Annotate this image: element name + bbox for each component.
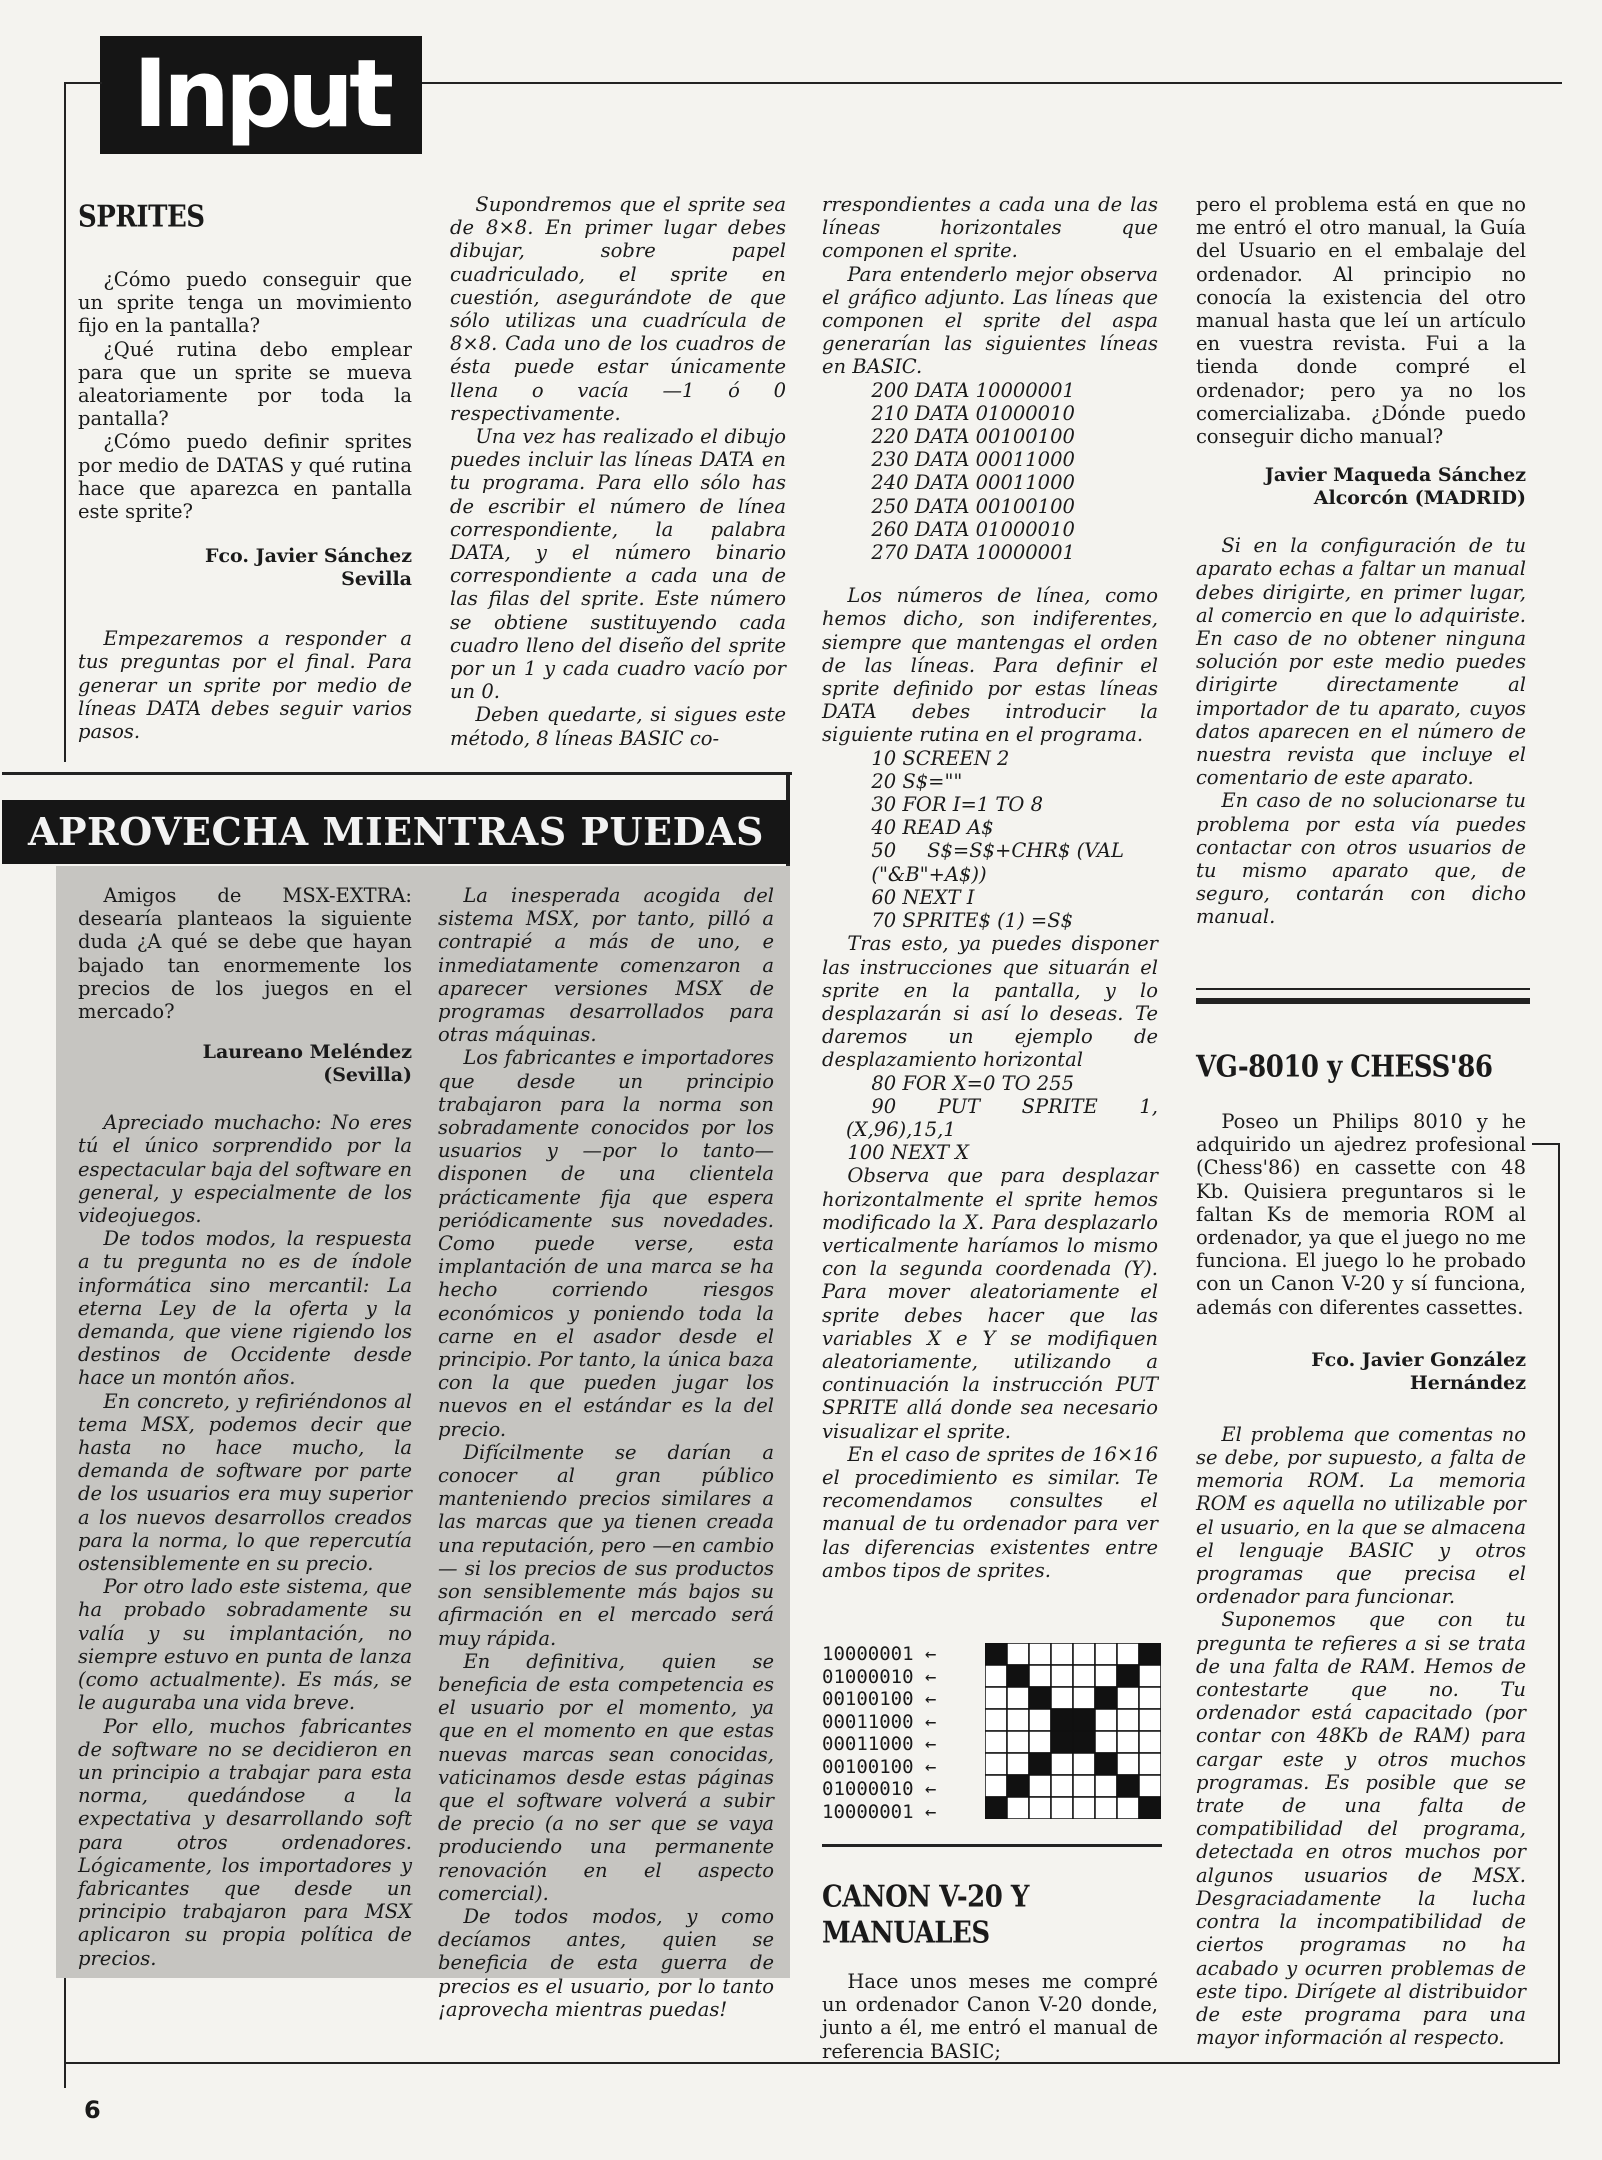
vg-col4 — [1196, 1050, 1526, 2049]
sprite-cell-empty — [1007, 1753, 1029, 1775]
aprovecha-answer-col1 — [78, 1111, 412, 1970]
arrow-left-icon: ← — [924, 1688, 937, 1710]
sprite-cell-empty — [1139, 1687, 1161, 1709]
sprite-cell-empty — [1095, 1797, 1117, 1819]
sprite-cell-empty — [1073, 1797, 1095, 1819]
sprite-cell-empty — [1139, 1753, 1161, 1775]
sprite-cell-empty — [1117, 1709, 1139, 1731]
left-frame-rule-bottom — [64, 1978, 66, 2088]
canon-signature-name: Javier Maqueda Sánchez — [1264, 464, 1526, 487]
sprite-cell-empty — [1139, 1665, 1161, 1687]
sprite-cell-empty — [1029, 1665, 1051, 1687]
sprites-answer-p2: Supondremos que el sprite sea de 8×8. En primer lugar debes dibujar, sobre papel cuadriculado, el sprite en cuestión, asegurándote de que sólo utilizas una cuadrícula de 8×8. Cada uno de los cuadros de ésta puede estar únicamente llena o vacía —1 ó 0 respectivamente. — [450, 193, 786, 425]
sprites-signature-city: Sevilla — [341, 568, 412, 591]
sprite-cell-empty — [1139, 1775, 1161, 1797]
vg-signature-name: Fco. Javier González — [1311, 1348, 1526, 1371]
aprovecha-answer-p2: De todos modos, la respuesta a tu pregunta no es de índole informática sino mercantil: La eterna Ley de la oferta y la demanda, que viene rigiendo los destinos de Occidente desde hace un montón años. — [78, 1227, 412, 1390]
canon-bottom-rule-2 — [1196, 998, 1530, 1004]
sprite-cell-empty — [1073, 1643, 1095, 1665]
sprite-cell-empty — [1117, 1643, 1139, 1665]
sprite-cell-empty — [1029, 1731, 1051, 1753]
aprovecha-answer-p3: En concreto, y refiriéndonos al tema MSX, podemos decir que hasta no hace mucho, la demanda de software por parte de los usuarios era muy superior a los nuevos desarrollos creados para la norma, lo que repercutía ostensiblemente en su precio. — [78, 1389, 412, 1576]
sprite-cell-filled — [1007, 1775, 1029, 1797]
aprovecha-signature-city: (Sevilla) — [323, 1064, 412, 1087]
aprovecha-answer-p1: Apreciado muchacho: No eres tú el único sorprendido por la espectacular baja del software en general, y especialmente de los videojuegos. — [78, 1111, 412, 1228]
sprites-col3 — [822, 193, 1158, 1582]
vg-question — [1196, 1110, 1526, 1319]
sprite-cell-filled — [1095, 1687, 1117, 1709]
sprite-cell-empty — [1095, 1643, 1117, 1665]
sprite-cell-empty — [1007, 1687, 1029, 1709]
sprite-cell-empty — [985, 1753, 1007, 1775]
aprovecha-question-p1: Amigos de MSX-EXTRA: desearía planteaos la siguiente duda ¿A qué se debe que hayan bajado tan enormemente los precios de los juegos en el mercado? — [78, 884, 412, 1024]
example-line: 100 NEXT X — [847, 1141, 970, 1165]
canon-answer-p1: Si en la configuración de tu aparato echas a faltar un manual debes dirigirte, en primer lugar, al comercio en que lo adquiriste. En caso de no obtener ninguna solución por este medio puedes dirigirte directamente al importador de tu aparato, cuyos datos aparecen en el número de nuestra revista que incluye el comentario de este aparato. — [1196, 534, 1526, 790]
sprite-cell-empty — [1117, 1797, 1139, 1819]
aprovecha-col2 — [438, 884, 774, 2021]
sprites-answer-line-numbers: Los números de línea, como hemos dicho, son indiferentes, siempre que mantengas el orden de las líneas. Para definir el sprite definido por estas líneas DATA debes introducir la siguiente rutina en el programa. — [822, 584, 1158, 747]
sprites-answer-observe-x: Observa que para desplazar horizontalmente el sprite hemos modificado la X. Para desplazarlo verticalmente haríamos lo mismo con la segunda coordenada (Y). Para mover aleatoriamente el sprite debes hacer que las variables X e Y se modifiquen aleatoriamente, utilizando a continuación la instrucción PUT SPRITE allá donde sea necesario visualizar el sprite. — [822, 1164, 1158, 1443]
sprite-cell-filled — [1139, 1797, 1161, 1819]
canon-col3 — [822, 1880, 1158, 2063]
sprite-cell-empty — [1051, 1665, 1073, 1687]
sprite-cell-empty — [985, 1731, 1007, 1753]
sprite-cell-empty — [1073, 1687, 1095, 1709]
data-line: 270 DATA 10000001 — [871, 541, 1075, 565]
binary-row: 00100100 ← — [822, 1688, 937, 1710]
sprite-cell-empty — [985, 1687, 1007, 1709]
bottom-frame-rule — [64, 2062, 1560, 2064]
vg-answer — [1196, 1423, 1526, 2049]
sprite-cell-filled — [1029, 1753, 1051, 1775]
sprite-cell-empty — [1029, 1643, 1051, 1665]
routine-line: 70 SPRITE$ (1) =S$ — [871, 909, 1073, 933]
vg-answer-p2: Suponemos que con tu pregunta te refieres a si se trata de una falta de RAM. Hemos de contestarte que no. Tu ordenador está capacitado (por contar con 48Kb de RAM) para cargar este y otros muchos programas. Es posible que se trate de una falta de compatibilidad del programa, detectada en otros muchos por algunos usuarios de MSX. Desgraciadamente la lucha contra la incompatibilidad de ciertos programas no ha acabado y ocurren problemas de este tipo. Dirígete al distribuidor de este programa para una mayor información al respecto. — [1196, 1608, 1526, 2050]
arrow-left-icon: ← — [924, 1643, 937, 1665]
vg-question-p1: Poseo un Philips 8010 y he adquirido un ajedrez profesional (Chess'86) en cassette con 48 Kb. Quisiera preguntaros si le faltan Ks de memoria ROM al ordenador, ya que el juego no me funciona. El juego lo he probado con un Canon V-20 y sí funciona, además con diferentes cassettes. — [1196, 1110, 1526, 1319]
vg-answer-p1: El problema que comentas no se debe, por supuesto, a falta de memoria ROM. La memoria ROM es aquella no utilizable por el usuario, en la que se almacena el lenguaje BASIC y otros programas que precisa el ordenador para funcionar. — [1196, 1422, 1526, 1609]
sprite-cell-empty — [1029, 1775, 1051, 1797]
sprite-cell-empty — [1051, 1687, 1073, 1709]
sprite-cell-empty — [1073, 1665, 1095, 1687]
data-lines-block — [822, 379, 1158, 565]
sprites-col2 — [450, 193, 786, 750]
binary-row: 00011000 ← — [822, 1733, 937, 1755]
sprites-answer-16x16: En el caso de sprites de 16×16 el procedimiento es similar. Te recomendamos consultes el manual de tu ordenador para ver las diferencias existentes entre ambos tipos de sprites. — [822, 1442, 1158, 1582]
routine-line: 50 S$=S$+CHR$ (VAL — [871, 839, 1124, 863]
routine-line: ("&B"+A$)) — [871, 862, 987, 886]
aprovecha-signature-name: Laureano Meléndez — [202, 1041, 412, 1064]
canon-question-start — [822, 1970, 1158, 2063]
left-frame-rule — [64, 82, 66, 762]
data-line: 240 DATA 00011000 — [871, 471, 1075, 495]
sprite-cell-empty — [1029, 1709, 1051, 1731]
sprites-answer-observe: Para entenderlo mejor observa el gráfico adjunto. Las líneas que componen el sprite del aspa generarían las siguientes líneas en BASIC. — [822, 262, 1158, 379]
sprite-cell-filled — [1073, 1731, 1095, 1753]
sprite-cell-empty — [1139, 1731, 1161, 1753]
sprites-answer-col1 — [78, 627, 412, 743]
sprite-cell-empty — [1117, 1753, 1139, 1775]
sprites-answer-cont: rrespondientes a cada una de las líneas horizontales que componen el sprite. — [822, 193, 1158, 263]
sprites-col1 — [78, 200, 412, 743]
routine-line: 40 READ A$ — [871, 816, 994, 840]
sprite-cell-empty — [1073, 1753, 1095, 1775]
sprite-binary-list — [822, 1643, 982, 1823]
aprovecha-answer-p5: Por ello, muchos fabricantes de software no se decidieron en un principio a trabajar para esta norma, quedándose a la expectativa y desarrollando soft para otros ordenadores. Lógicamente, los importadores y fabricantes que desde un principio trabajaron para MSX aplicaron su propia política de precios. — [78, 1714, 412, 1970]
sprite-cell-empty — [1095, 1775, 1117, 1797]
binary-row: 10000001 ← — [822, 1800, 937, 1823]
data-line: 210 DATA 01000010 — [871, 401, 1075, 425]
canon-col4 — [1196, 193, 1526, 929]
binary-row: 01000010 ← — [822, 1665, 937, 1688]
aprovecha-question — [78, 884, 412, 1023]
vg-signature-city: Hernández — [1409, 1371, 1526, 1394]
top-frame-rule-right — [422, 82, 1562, 84]
routine-block — [822, 747, 1158, 933]
sprite-cell-empty — [1117, 1687, 1139, 1709]
arrow-left-icon: ← — [924, 1733, 937, 1755]
canon-answer-p2: En caso de no solucionarse tu problema por esta vía puedes contactar con otros usuarios de tu mismo aparato que, de seguro, contarán con dicho manual. — [1196, 789, 1526, 929]
aprovecha-answer-p7: Los fabricantes e importadores que desde un principio trabajaron para la norma son sobradamente conocidos por los usuarios y —por lo tanto— disponen de una clientela prácticamente fija que espera periódicamente sus novedades. Como puede verse, esta implantación de una marca se ha hecho corriendo riesgos económicos y poniendo toda la carne en el asador desde el principio. Por tanto, la única baza con la que pueden jugar los nuevos en el estándar es la del precio. — [438, 1046, 774, 1441]
right-frame-rule-top — [1532, 1143, 1560, 1145]
top-frame-rule — [64, 82, 102, 84]
sprite-cell-empty — [1095, 1665, 1117, 1687]
data-line: 250 DATA 00100100 — [871, 494, 1075, 518]
sprite-cell-empty — [985, 1775, 1007, 1797]
aprovecha-answer-p9: En definitiva, quien se beneficia de esta competencia es el usuario por el momento, ya que en el momento en que estas nuevas marcas sean conocidas, vaticinamos desde estas páginas que el software volverá a subir de precio (a no ser que se vaya produciendo una permanente renovación en el aspecto comercial). — [438, 1649, 774, 1905]
arrow-left-icon: ← — [924, 1778, 937, 1800]
canon-question-p1: Hace unos meses me compré un ordenador Canon V-20 donde, junto a él, me entró el manual de referencia BASIC; — [822, 1970, 1158, 2063]
routine-line: 30 FOR I=1 TO 8 — [871, 793, 1043, 817]
aprovecha-answer-p8: Difícilmente se darían a conocer al gran público manteniendo precios similares a las marcas que ya tienen creada una reputación, pero —en cambio— si los precios de sus productos son sensiblemente más bajos su afirmación en el mercado será muy rápida. — [438, 1440, 774, 1650]
section-badge-input: Input — [100, 36, 422, 154]
sprite-cell-filled — [1117, 1775, 1139, 1797]
sprites-answer-after-routine: Tras esto, ya puedes disponer las instrucciones que situarán el sprite en la pantalla, y lo desplazarán si así lo deseas. Te daremos un ejemplo de desplazamiento horizontal — [822, 932, 1158, 1072]
canon-title-line1: CANON V-20 Y — [822, 1880, 1029, 1915]
sprite-cell-empty — [1095, 1709, 1117, 1731]
binary-row: 00100100 ← — [822, 1755, 937, 1778]
sprite-cell-filled — [1029, 1687, 1051, 1709]
canon-bottom-rule-1 — [1196, 988, 1530, 990]
sprite-cell-empty — [1073, 1775, 1095, 1797]
vg-title: VG-8010 y CHESS'86 — [1196, 1050, 1493, 1085]
sprite-cell-empty — [1051, 1797, 1073, 1819]
sprite-cell-empty — [1007, 1731, 1029, 1753]
sprite-cell-filled — [1007, 1665, 1029, 1687]
sprite-cell-empty — [1007, 1797, 1029, 1819]
sprite-cell-empty — [1051, 1753, 1073, 1775]
sprite-cell-filled — [1117, 1665, 1139, 1687]
sprites-signature-name: Fco. Javier Sánchez — [204, 545, 412, 568]
aprovecha-title: APROVECHA MIENTRAS PUEDAS — [2, 800, 790, 864]
routine-line: 20 S$="" — [871, 769, 963, 793]
sprite-cell-empty — [1139, 1709, 1161, 1731]
sprites-question-p1: ¿Cómo puedo conseguir que un sprite tenga un movimiento fijo en la pantalla? — [78, 268, 412, 338]
binary-row: 00011000 ← — [822, 1710, 937, 1733]
aprovecha-col1 — [78, 884, 412, 1970]
arrow-left-icon: ← — [924, 1800, 937, 1823]
sprite-cell-empty — [1029, 1797, 1051, 1819]
sprite-cell-empty — [1007, 1709, 1029, 1731]
aprovecha-answer-p4: Por otro lado este sistema, que ha probado sobradamente su valía y su implantación, no siempre estuvo en punta de lanza (como actualmente). Es más, se le auguraba una vida breve. — [78, 1575, 412, 1715]
canon-answer — [1196, 534, 1526, 928]
sprite-cell-filled — [1095, 1753, 1117, 1775]
routine-line: 60 NEXT I — [871, 885, 975, 909]
right-frame-rule — [1558, 1143, 1560, 2063]
arrow-left-icon: ← — [924, 1755, 937, 1778]
binary-row: 10000001 ← — [822, 1643, 937, 1665]
aprovecha-top-rule — [2, 772, 792, 775]
example-block — [822, 1072, 1158, 1165]
sprite-cell-empty — [1051, 1643, 1073, 1665]
data-line: 230 DATA 00011000 — [871, 448, 1075, 472]
aprovecha-answer-p6: La inesperada acogida del sistema MSX, por tanto, pilló a contrapié a más de uno, e inmediatamente comenzaron a aparecer versiones MSX de programas desarrollados para otras máquinas. — [438, 884, 774, 1047]
binary-row: 01000010 ← — [822, 1778, 937, 1800]
sprite-cell-filled — [1051, 1709, 1073, 1731]
sprites-question-p2: ¿Qué rutina debo emplear para que un sprite se mueva aleatoriamente por toda la pantalla? — [78, 337, 412, 431]
aprovecha-answer-p10: De todos modos, y como decíamos antes, quien se beneficia de esta guerra de precios es el usuario, por lo tanto ¡aprovecha mientras puedas! — [438, 1904, 774, 2021]
canon-question-p2: pero el problema está en que no me entró el otro manual, la Guía del Usuario en el embalaje del ordenador. Al principio no conocía la existencia del otro manual hasta que leí un artículo en vuestra revista. Fui a la tienda donde compré el ordenador; pero ya no los comercializaba. ¿Dónde puedo conseguir dicho manual? — [1196, 193, 1526, 449]
example-line: 90 PUT SPRITE 1, (X,96),15,1 — [846, 1094, 1158, 1141]
sprite-cell-empty — [985, 1665, 1007, 1687]
sprite-cell-filled — [1073, 1709, 1095, 1731]
sprite-cell-empty — [985, 1709, 1007, 1731]
canon-title-line2: MANUALES — [822, 1916, 990, 1951]
sprite-cell-empty — [1007, 1643, 1029, 1665]
example-line: 80 FOR X=0 TO 255 — [871, 1071, 1074, 1095]
sprite-cell-empty — [1095, 1731, 1117, 1753]
sprites-question-p3: ¿Cómo puedo definir sprites por medio de DATAS y qué rutina hace que aparezca en pantalla este sprite? — [78, 430, 412, 524]
data-line: 220 DATA 00100100 — [871, 425, 1075, 449]
sprite-cell-filled — [1051, 1731, 1073, 1753]
data-line: 200 DATA 10000001 — [871, 378, 1075, 402]
routine-line: 10 SCREEN 2 — [871, 746, 1010, 770]
data-line: 260 DATA 01000010 — [871, 517, 1075, 541]
sprite-cell-filled — [985, 1643, 1007, 1665]
sprites-question — [78, 268, 412, 523]
canon-question-cont — [1196, 193, 1526, 448]
sprite-cell-empty — [1117, 1731, 1139, 1753]
sprites-title: SPRITES — [78, 200, 205, 235]
sprite-grid-diagram — [985, 1643, 1161, 1819]
page-number: 6 — [84, 2096, 101, 2124]
sprite-cell-filled — [985, 1797, 1007, 1819]
sprites-answer-p3: Una vez has realizado el dibujo puedes incluir las líneas DATA en tu programa. Para ello sólo has de escribir el número de línea correspondiente, la palabra DATA, y el número binario correspondiente a cada una de las filas del sprite. Este número se obtiene sustituyendo cada cuadro lleno del diseño del sprite por un 1 y cada cuadro vacío por un 0. — [450, 425, 786, 704]
sprite-cell-empty — [1051, 1775, 1073, 1797]
sprite-cell-filled — [1139, 1643, 1161, 1665]
sprites-answer-intro: Empezaremos a responder a tus preguntas por el final. Para generar un sprite por medio de líneas DATA debes seguir varios pasos. — [78, 627, 412, 744]
sprites-answer-p4: Deben quedarte, si sigues este método, 8 líneas BASIC co- — [450, 703, 786, 750]
canon-signature-city: Alcorcón (MADRID) — [1313, 487, 1526, 510]
sprites-bottom-rule — [822, 1844, 1162, 1847]
arrow-left-icon: ← — [924, 1710, 937, 1733]
arrow-left-icon: ← — [924, 1665, 937, 1688]
